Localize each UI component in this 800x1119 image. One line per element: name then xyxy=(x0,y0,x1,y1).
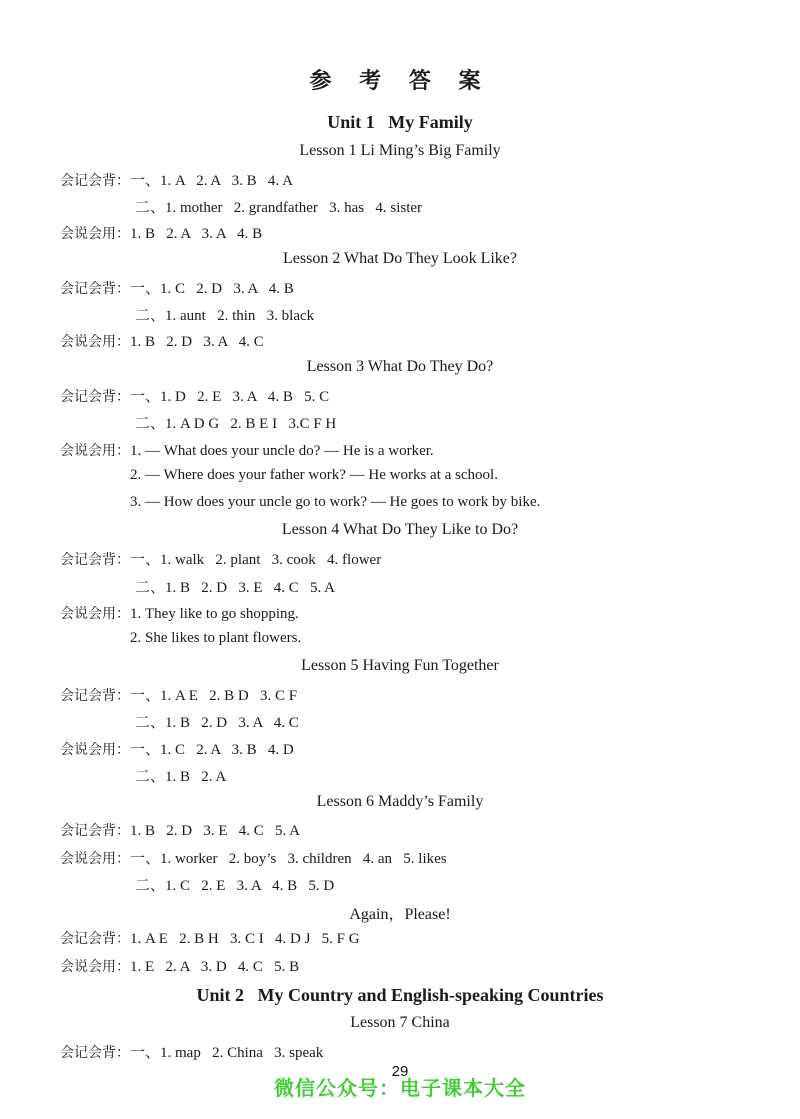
lesson-5-speak-row-2 xyxy=(135,765,226,786)
lesson-6-memorize-row xyxy=(60,820,300,840)
answer-text: 一、1. D 2. E 3. A 4. B 5. C xyxy=(130,389,330,405)
lesson-4-memorize-row-2 xyxy=(135,576,335,597)
lesson-6-speak-row-2 xyxy=(135,874,334,895)
lesson-6-speak-row xyxy=(60,847,447,868)
lesson-5-memorize-row-2 xyxy=(135,711,299,732)
section-label: 会记会背： xyxy=(60,823,130,839)
section-label: 会记会背： xyxy=(60,1045,130,1061)
answer-text: 2. She likes to plant flowers. xyxy=(130,630,302,646)
section-label: 会记会背： xyxy=(60,389,130,405)
lesson-1-speak-row xyxy=(60,223,262,243)
section-label: 会说会用： xyxy=(60,606,130,622)
lesson-2-speak-row xyxy=(60,331,264,351)
section-label: 会记会背： xyxy=(60,173,130,189)
section-label: 会说会用： xyxy=(60,226,130,242)
answer-text: 1. B 2. A 3. A 4. B xyxy=(130,226,263,242)
lesson-4-memorize-row xyxy=(60,548,381,569)
section-label: 会说会用： xyxy=(60,959,130,975)
section-label: 会说会用： xyxy=(60,851,130,867)
lesson-4-title: Lesson 4 What Do They Like to Do? xyxy=(281,521,519,538)
lesson-5-title: Lesson 5 Having Fun Together xyxy=(301,657,499,674)
answer-text: 1. B 2. D 3. A 4. C xyxy=(130,334,264,350)
unit-1-title: Unit 1 My Family xyxy=(327,112,473,132)
page-title: 参 考 答 案 xyxy=(309,68,491,94)
lesson-4-speak-row xyxy=(60,603,299,623)
lesson-1-memorize-row xyxy=(60,169,293,190)
lesson-3-speak-row-2 xyxy=(130,467,498,484)
lesson-3-title: Lesson 3 What Do They Do? xyxy=(306,358,494,375)
answer-text: 一、1. C 2. A 3. B 4. D xyxy=(130,742,294,758)
unit-2-title: Unit 2 My Country and English-speaking Countries xyxy=(196,985,604,1005)
answer-text: 二、1. mother 2. grandfather 3. has 4. sister xyxy=(135,200,423,216)
lesson-7-memorize-row xyxy=(60,1041,323,1062)
again-memorize-row xyxy=(60,928,360,948)
again-speak-row xyxy=(60,956,299,976)
answer-text: 1. They like to go shopping. xyxy=(130,606,299,622)
answer-text: 一、1. map 2. China 3. speak xyxy=(130,1045,324,1061)
answer-text: 一、1. C 2. D 3. A 4. B xyxy=(130,281,294,297)
lesson-2-memorize-row xyxy=(60,277,294,298)
lesson-3-speak-row xyxy=(60,440,434,460)
section-label: 会记会背： xyxy=(60,281,130,297)
answer-text: 1. B 2. D 3. E 4. C 5. A xyxy=(130,823,301,839)
answer-text: 2. — Where does your father work? — He works at a school. xyxy=(130,467,498,483)
lesson-2-title: Lesson 2 What Do They Look Like? xyxy=(282,250,518,267)
answer-text: 二、1. A D G 2. B E I 3.C F H xyxy=(135,416,337,432)
lesson-1-memorize-row-2 xyxy=(135,196,422,217)
watermark: 微信公众号：电子课本大全 xyxy=(274,1076,526,1100)
section-label: 会说会用： xyxy=(60,443,130,459)
lesson-5-memorize-row xyxy=(60,684,297,705)
section-label: 会记会背： xyxy=(60,931,130,947)
lesson-4-speak-row-2 xyxy=(130,630,301,647)
section-label: 会说会用： xyxy=(60,334,130,350)
answer-text: 一、1. A 2. A 3. B 4. A xyxy=(130,173,293,189)
lesson-2-memorize-row-2 xyxy=(135,304,314,325)
section-label: 会说会用： xyxy=(60,742,130,758)
answer-text: 1. A E 2. B H 3. C I 4. D J 5. F G xyxy=(130,931,360,947)
answer-text: 二、1. C 2. E 3. A 4. B 5. D xyxy=(135,878,335,894)
answer-text: 二、1. B 2. D 3. E 4. C 5. A xyxy=(135,580,336,596)
lesson-1-title: Lesson 1 Li Ming’s Big Family xyxy=(299,142,501,159)
answer-text: 一、1. A E 2. B D 3. C F xyxy=(130,688,298,704)
lesson-5-speak-row xyxy=(60,738,294,759)
answer-text: 二、1. B 2. A xyxy=(135,769,227,785)
lesson-3-memorize-row xyxy=(60,385,329,406)
lesson-7-title: Lesson 7 China xyxy=(350,1014,450,1031)
lesson-6-title: Lesson 6 Maddy’s Family xyxy=(316,793,484,810)
page-number: 29 xyxy=(391,1063,409,1080)
section-label: 会记会背： xyxy=(60,688,130,704)
answer-text: 二、1. aunt 2. thin 3. black xyxy=(135,308,315,324)
lesson-3-speak-row-3 xyxy=(130,494,540,511)
answer-text: 一、1. walk 2. plant 3. cook 4. flower xyxy=(130,552,382,568)
again-please-title: Again，Please! xyxy=(349,906,451,923)
section-label: 会记会背： xyxy=(60,552,130,568)
answer-text: 一、1. worker 2. boy’s 3. children 4. an 5. likes xyxy=(130,851,447,867)
answer-text: 1. — What does your uncle do? — He is a worker. xyxy=(130,443,434,459)
answer-text: 二、1. B 2. D 3. A 4. C xyxy=(135,715,299,731)
lesson-3-memorize-row-2 xyxy=(135,412,336,433)
answer-text: 1. E 2. A 3. D 4. C 5. B xyxy=(130,959,300,975)
answer-text: 3. — How does your uncle go to work? — He goes to work by bike. xyxy=(130,494,541,510)
